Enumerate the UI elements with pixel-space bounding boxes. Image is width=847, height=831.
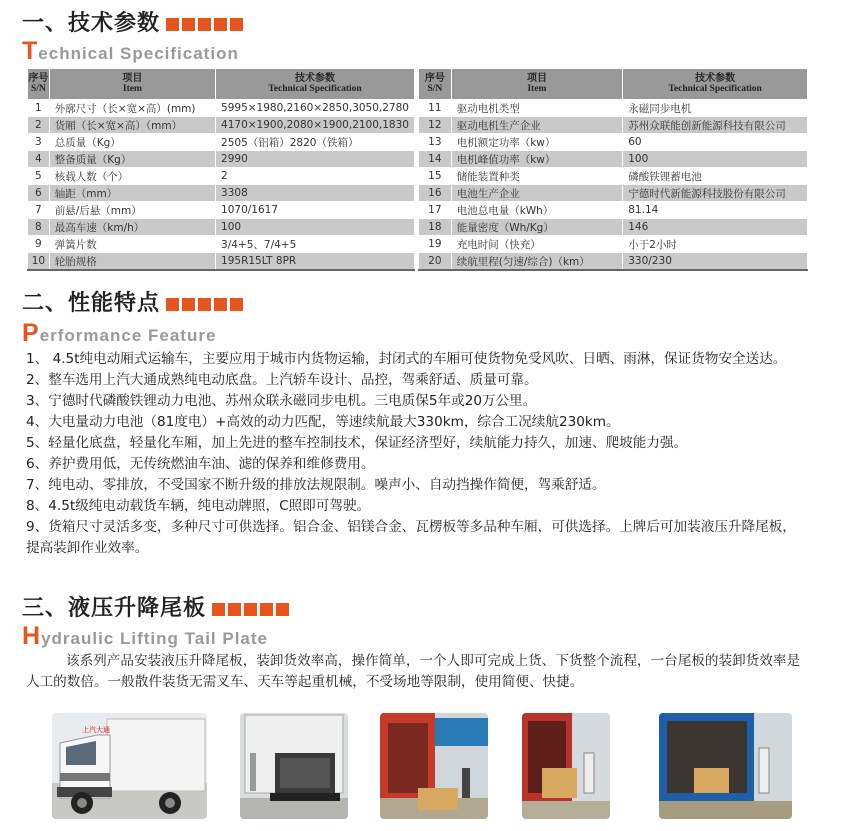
table-row: [419, 253, 808, 271]
cell-item: 总质量（Kg）: [49, 134, 215, 151]
cell-value: 60: [623, 134, 808, 151]
cell-no: 13: [419, 134, 452, 151]
table-header-row: [419, 69, 808, 100]
spec-table-body: [419, 100, 808, 271]
list-item: 2、整车选用上汽大通成熟纯电动底盘。上汽轿车设计、品控，驾乘舒适、质量可靠。: [26, 372, 538, 388]
cell-no: 11: [419, 100, 452, 117]
cell-no: 16: [419, 185, 452, 202]
section-title-text: 三、液压升降尾板: [22, 596, 207, 621]
table-row: [419, 219, 808, 236]
header-item: 项目 Item: [49, 69, 215, 100]
cell-item: 轮胎规格: [49, 253, 215, 271]
cell-no: 8: [28, 219, 50, 236]
cell-no: 19: [419, 236, 452, 253]
cell-item: 电池总电量（kWh）: [451, 202, 623, 219]
table-header-row: [28, 69, 415, 100]
loading-photo-1: [380, 713, 488, 819]
cell-no: 6: [28, 185, 50, 202]
cell-value: 2990: [216, 151, 415, 168]
cell-item: 驱动电机类型: [451, 100, 623, 117]
header-param: 技术参数 Technical Specification: [216, 69, 415, 100]
cell-item: 电机峰值功率（kw）: [451, 151, 623, 168]
cell-value: 100: [623, 151, 808, 168]
spec-table-right: [418, 68, 808, 271]
section-title-performance: [22, 286, 246, 317]
section-subtitle-hydraulic: Hydraulic Lifting Tail Plate: [22, 622, 269, 650]
header-item: 项目 Item: [451, 69, 623, 100]
list-item: 3、宁德时代磷酸铁锂动力电池、苏州众联永磁同步电机。三电质保5年或20万公里。: [26, 393, 537, 409]
cell-item: 弹簧片数: [49, 236, 215, 253]
tail-lift-photo: [240, 713, 348, 819]
cell-value: 195R15LT 8PR: [216, 253, 415, 271]
header-param: 技术参数 Technical Specification: [623, 69, 808, 100]
cell-value: 苏州众联能创新能源科技有限公司: [623, 117, 808, 134]
cell-item: 驱动电机生产企业: [451, 117, 623, 134]
table-row: [28, 253, 415, 271]
cell-value: 永磁同步电机: [623, 100, 808, 117]
table-row: [419, 185, 808, 202]
cell-item: 能量密度（Wh/Kg）: [451, 219, 623, 236]
truck-brand-text: 上汽大通: [82, 726, 110, 734]
table-row: [28, 151, 415, 168]
cell-item: 核载人数（个）: [49, 168, 215, 185]
table-row: [28, 134, 415, 151]
section-title-text: 一、技术参数: [22, 11, 161, 36]
cell-no: 2: [28, 117, 50, 134]
feature-list: [26, 349, 806, 559]
decorative-squares-icon: [166, 292, 246, 317]
cell-item: 储能装置种类: [451, 168, 623, 185]
table-row: [28, 117, 415, 134]
cell-no: 1: [28, 100, 50, 117]
cell-no: 5: [28, 168, 50, 185]
cell-item: 整备质量（Kg）: [49, 151, 215, 168]
header-no: 序号 S/N: [28, 69, 50, 100]
cell-value: 81.14: [623, 202, 808, 219]
cell-item: 货厢（长×宽×高）（mm）: [49, 117, 215, 134]
table-row: [419, 151, 808, 168]
list-item: 7、纯电动、零排放，不受国家不断升级的排放法规限制。噪声小、自动挡操作简便，驾乘舒适。: [26, 477, 606, 493]
cell-value: 宁德时代新能源科技股份有限公司: [623, 185, 808, 202]
cell-no: 15: [419, 168, 452, 185]
list-item: 6、养护费用低，无传统燃油车油、滤的保养和维修费用。: [26, 456, 375, 472]
section-title-specs: [22, 6, 246, 37]
section-subtitle-specs: Technical Specification: [22, 37, 239, 65]
table-row: [419, 236, 808, 253]
cell-no: 4: [28, 151, 50, 168]
cell-item: 外廓尺寸（长×宽×高）(mm): [49, 100, 215, 117]
header-no: 序号 S/N: [419, 69, 452, 100]
cell-no: 9: [28, 236, 50, 253]
cell-value: 330/230: [623, 253, 808, 271]
loading-photo-3: [659, 713, 792, 819]
cell-value: 小于2小时: [623, 236, 808, 253]
cell-item: 最高车速（km/h）: [49, 219, 215, 236]
cell-value: 1070/1617: [216, 202, 415, 219]
cell-no: 17: [419, 202, 452, 219]
cell-no: 20: [419, 253, 452, 271]
cell-item: 电机额定功率（kw）: [451, 134, 623, 151]
table-row: [28, 100, 415, 117]
table-row: [419, 100, 808, 117]
list-item: 8、4.5t级纯电动载货车辆，纯电动牌照，C照即可驾驶。: [26, 498, 371, 514]
cell-item: 电池生产企业: [451, 185, 623, 202]
table-row: [28, 236, 415, 253]
cell-no: 18: [419, 219, 452, 236]
cell-item: 前悬/后悬（mm）: [49, 202, 215, 219]
table-row: [28, 202, 415, 219]
cell-value: 5995×1980,2160×2850,3050,2780: [216, 100, 415, 117]
cell-no: 10: [28, 253, 50, 271]
spec-table-left: [27, 68, 415, 271]
table-row: [28, 168, 415, 185]
cell-value: 3308: [216, 185, 415, 202]
cell-value: 2505（铝箱）2820（铁箱）: [216, 134, 415, 151]
section-title-text: 二、性能特点: [22, 291, 161, 316]
cell-value: 100: [216, 219, 415, 236]
cell-no: 14: [419, 151, 452, 168]
cell-value: 146: [623, 219, 808, 236]
truck-photo: [52, 713, 207, 819]
table-row: [28, 185, 415, 202]
cell-value: 3/4+5、7/4+5: [216, 236, 415, 253]
section-title-hydraulic: [22, 591, 292, 622]
cell-value: 磷酸铁锂蓄电池: [623, 168, 808, 185]
cell-item: 续航里程(匀速/综合)（km）: [451, 253, 623, 271]
list-item: 4、大电量动力电池（81度电）+高效的动力匹配，等速续航最大330km，综合工况续航230km。: [26, 414, 620, 430]
cell-no: 12: [419, 117, 452, 134]
table-row: [419, 117, 808, 134]
table-row: [419, 134, 808, 151]
table-row: [419, 168, 808, 185]
decorative-squares-icon: [212, 597, 292, 622]
decorative-squares-icon: [166, 12, 246, 37]
cell-no: 3: [28, 134, 50, 151]
cell-value: 4170×1900,2080×1900,2100,1830: [216, 117, 415, 134]
hydraulic-description: 该系列产品安装液压升降尾板，装卸货效率高，操作简单，一个人即可完成上货、下货整个流程，一台尾板的装卸货效率是人工的数倍。一般散件装货无需叉车、天车等起重机械，不受场地等限制，使用简便、快捷。: [26, 653, 801, 690]
cell-item: 轴距（mm）: [49, 185, 215, 202]
loading-photo-2: [522, 713, 610, 819]
cell-item: 充电时间（快充）: [451, 236, 623, 253]
list-item: 5、轻量化底盘，轻量化车厢，加上先进的整车控制技术，保证经济型好，续航能力持久，加速、爬坡能力强。: [26, 435, 688, 451]
spec-table-body: [28, 100, 415, 271]
table-row: [28, 219, 415, 236]
section-subtitle-performance: Performance Feature: [22, 319, 217, 347]
list-item: 1、 4.5t纯电动厢式运输车，主要应用于城市内货物运输，封闭式的车厢可使货物免受风吹、日晒、雨淋，保证货物安全送达。: [26, 351, 787, 367]
cell-no: 7: [28, 202, 50, 219]
list-item: 9、货箱尺寸灵活多变，多种尺寸可供选择。铝合金、铝镁合金、瓦楞板等多品种车厢，可供选择。上牌后可加装液压升降尾板，提高装卸作业效率。: [26, 519, 796, 556]
cell-value: 2: [216, 168, 415, 185]
table-row: [419, 202, 808, 219]
